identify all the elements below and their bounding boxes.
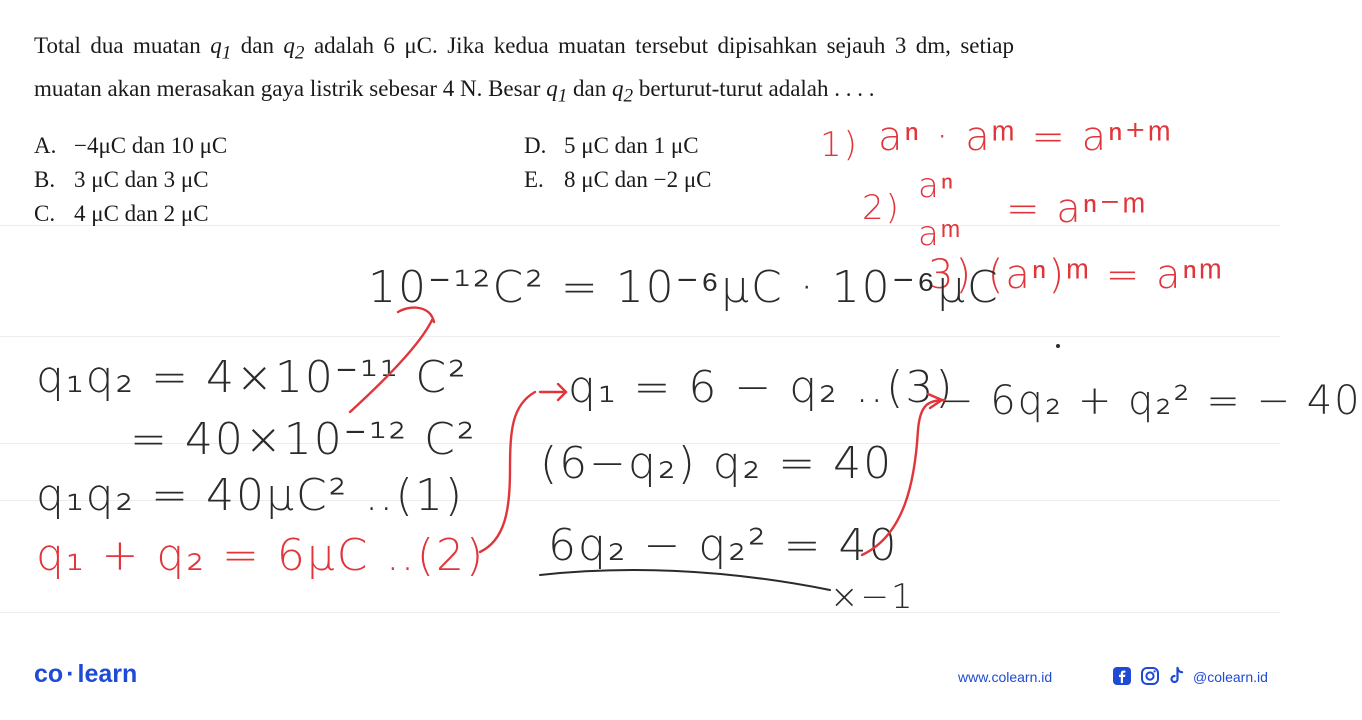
var-q1-sub: 1 [557,85,568,107]
hw-rule2-label: 2) [862,188,901,228]
hw-eq6: (6−q₂) q₂ = 40 [540,438,894,489]
hw-rule3: 3) (aⁿ)ᵐ = aⁿᵐ [928,252,1224,298]
logo-dot: · [66,660,75,688]
ruling-line [0,336,1280,337]
option-letter: D. [524,133,547,158]
logo-part: co [34,660,64,688]
option-letter: C. [34,201,56,226]
hw-eq1: q₁q₂ = 4×10⁻¹¹ C² [36,352,468,403]
tiktok-icon[interactable] [1168,665,1186,687]
red-arrow-to-eq5 [540,384,566,400]
hw-rule1: aⁿ · aᵐ = aⁿ⁺ᵐ [878,114,1173,160]
hw-eq8: − 6q₂ + q₂² = − 40 [940,378,1362,424]
question-part: adalah 6 μC. Jika kedua muatan tersebut dipisahkan sejauh 3 dm, setiap muatan akan merasakan gaya listrik sebesar 4 N. Besar [34,33,1015,101]
option-letter: A. [34,133,57,158]
question-text [34,28,1014,113]
facebook-icon[interactable] [1112,665,1132,687]
var-q2-sub: 2 [623,85,634,107]
var-q1-sub: 1 [221,42,232,64]
question-part: dan [573,75,607,101]
hw-conversion: 10⁻¹²C² = 10⁻⁶μC · 10⁻⁶μC [368,262,1000,313]
option-a[interactable] [34,131,227,161]
hw-times-neg1: ×−1 [830,577,915,617]
option-e[interactable] [524,165,712,195]
question-part: berturut-turut adalah . . . . [638,75,875,101]
option-b[interactable] [34,165,209,195]
hw-rule2-den: aᵐ [918,214,963,254]
option-text: 5 μC dan 1 μC [564,133,699,158]
hw-eq2: = 40×10⁻¹² C² [130,414,477,465]
var-q2-sub: 2 [294,42,305,64]
logo-part: learn [77,660,138,688]
hw-eq5: q₁ = 6 − q₂ ‥(3) [568,362,955,413]
var-q2: q [283,33,295,58]
ruling-line [0,612,1280,613]
option-c[interactable] [34,199,209,229]
instagram-icon[interactable] [1140,665,1160,687]
website-link[interactable]: www.colearn.id [958,669,1053,685]
question-part: Total dua muatan [34,33,201,58]
underline-eq7 [540,570,830,590]
stray-dot [1056,344,1060,348]
option-letter: B. [34,167,56,192]
var-q1: q [210,33,222,58]
red-system-brace [480,392,535,552]
hw-eq7: 6q₂ − q₂² = 40 [548,520,899,571]
var-q2: q [612,75,624,101]
option-letter: E. [524,167,544,192]
option-text: 3 μC dan 3 μC [74,167,209,192]
question-part: dan [240,33,274,58]
var-q1: q [546,75,558,101]
hw-rule2-num: aⁿ [918,166,956,206]
hw-rule2-rhs: = aⁿ⁻ᵐ [1006,186,1148,232]
hw-rule1-label: 1) [820,125,859,165]
option-text: 4 μC dan 2 μC [74,201,209,226]
option-d[interactable] [524,131,699,161]
option-text: 8 μC dan −2 μC [564,167,712,192]
option-text: −4μC dan 10 μC [74,133,228,158]
hw-eq3: q₁q₂ = 40μC² ‥(1) [36,470,465,521]
colearn-logo[interactable] [34,660,137,689]
hw-eq4: q₁ + q₂ = 6μC ‥(2) [36,530,486,581]
social-handle[interactable]: @colearn.id [1193,669,1268,685]
